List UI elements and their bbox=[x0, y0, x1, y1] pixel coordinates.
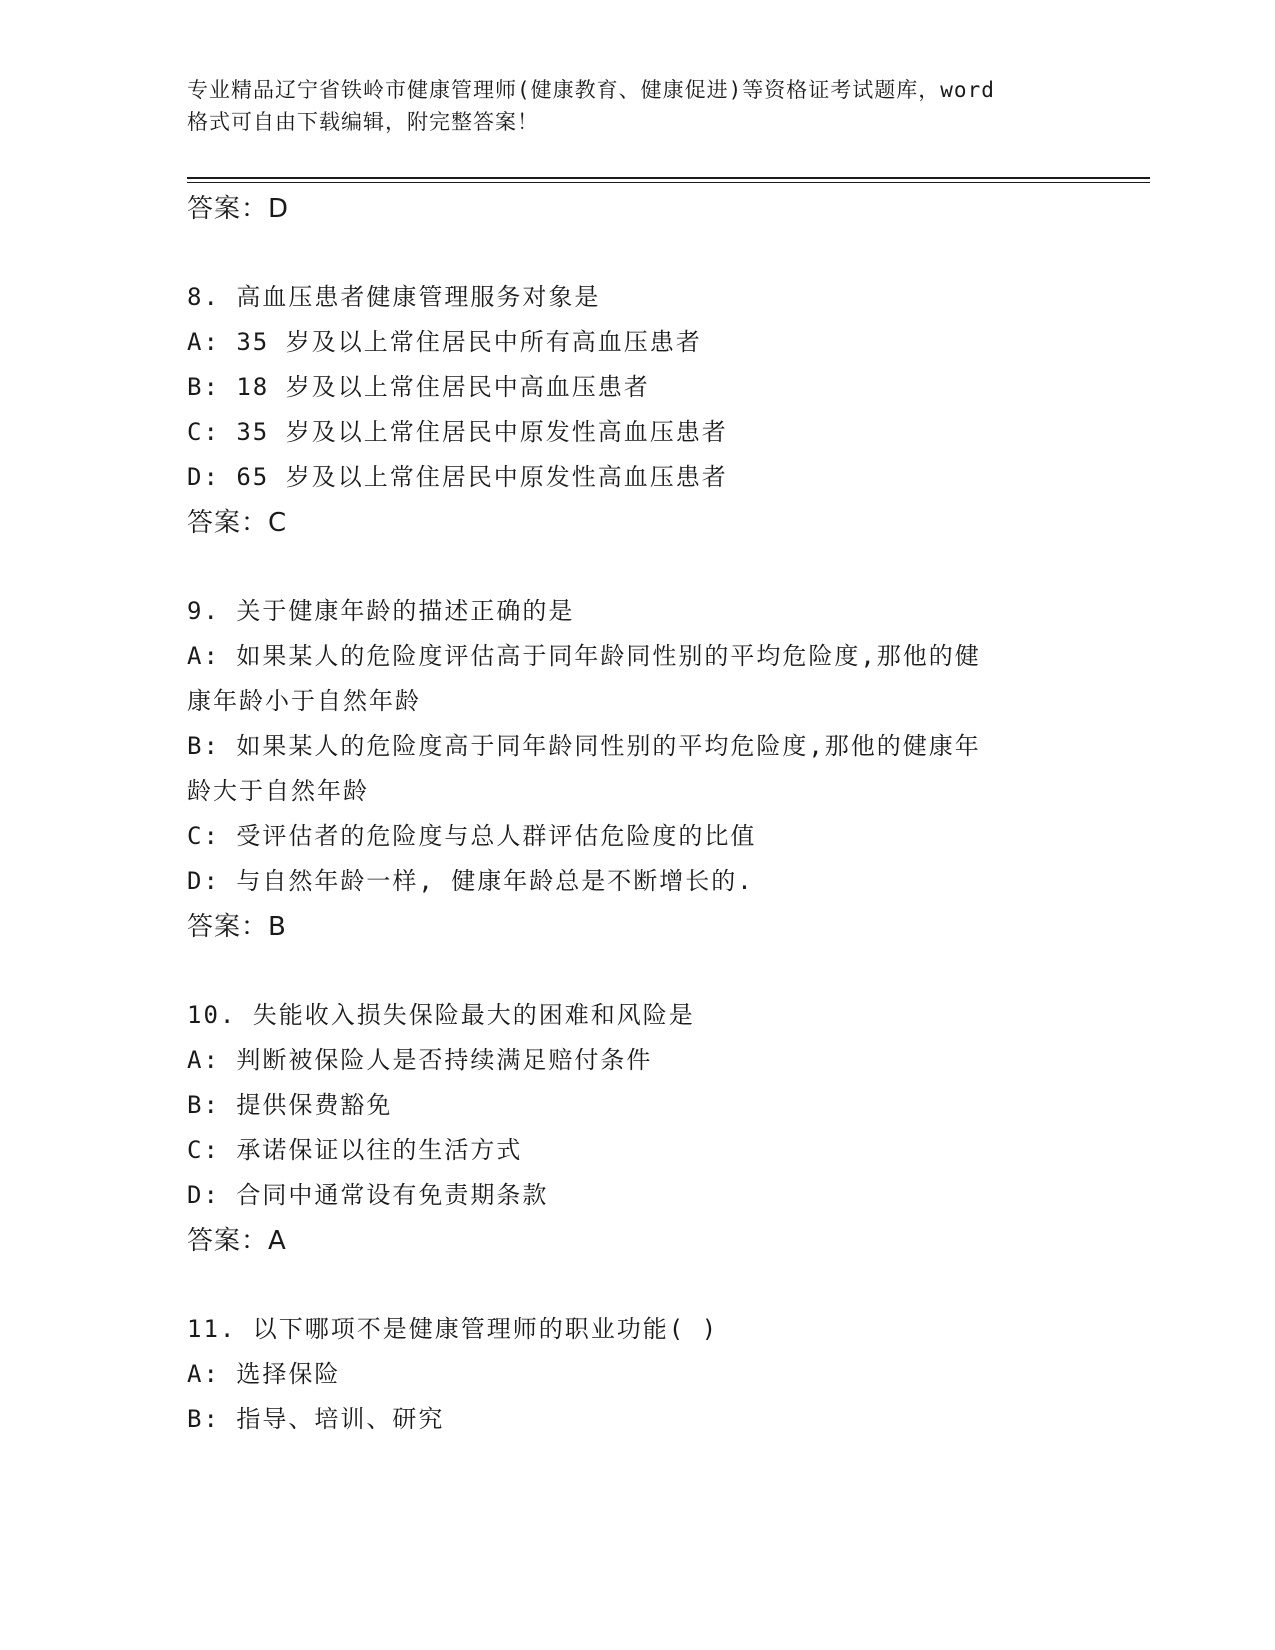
option-line: B: 提供保费豁免 bbox=[187, 1091, 393, 1119]
spacer bbox=[187, 950, 1087, 993]
option-line: A: 选择保险 bbox=[187, 1360, 341, 1388]
option-line: D: 与自然年龄一样, 健康年龄总是不断增长的. bbox=[187, 867, 754, 895]
option-line: 康年龄小于自然年龄 bbox=[187, 687, 421, 715]
question-stem: 10. 失能收入损失保险最大的困难和风险是 bbox=[187, 1001, 695, 1029]
option-line: D: 合同中通常设有免责期条款 bbox=[187, 1181, 549, 1209]
option-line: C: 受评估者的危险度与总人群评估危险度的比值 bbox=[187, 822, 757, 850]
spacer bbox=[187, 1264, 1087, 1307]
option-line: B: 18 岁及以上常住居民中高血压患者 bbox=[187, 373, 650, 401]
page-header bbox=[187, 74, 1087, 138]
question-block bbox=[187, 993, 1087, 1264]
option-line: A: 如果某人的危险度评估高于同年龄同性别的平均危险度,那他的健 bbox=[187, 642, 981, 670]
answer-label: 答案：C bbox=[187, 508, 288, 538]
option-line: D: 65 岁及以上常住居民中原发性高血压患者 bbox=[187, 463, 728, 491]
spacer bbox=[187, 546, 1087, 589]
answer-label: 答案：D bbox=[187, 194, 290, 224]
spacer bbox=[187, 232, 1087, 275]
option-line: A: 35 岁及以上常住居民中所有高血压患者 bbox=[187, 328, 702, 356]
header-divider bbox=[187, 177, 1150, 179]
question-stem: 8. 高血压患者健康管理服务对象是 bbox=[187, 283, 601, 311]
answer-label: 答案：A bbox=[187, 1226, 287, 1256]
option-line: 龄大于自然年龄 bbox=[187, 777, 369, 805]
question-block bbox=[187, 275, 1087, 546]
answer-label: 答案：B bbox=[187, 912, 287, 942]
question-block bbox=[187, 589, 1087, 950]
question-list bbox=[187, 186, 1087, 1442]
option-line: C: 35 岁及以上常住居民中原发性高血压患者 bbox=[187, 418, 728, 446]
option-line: C: 承诺保证以往的生活方式 bbox=[187, 1136, 523, 1164]
question-stem: 11. 以下哪项不是健康管理师的职业功能( ) bbox=[187, 1315, 719, 1343]
option-line: A: 判断被保险人是否持续满足赔付条件 bbox=[187, 1046, 653, 1074]
header-divider-thin bbox=[187, 182, 1150, 183]
header-line-2: 格式可自由下载编辑，附完整答案！ bbox=[187, 110, 539, 134]
question-block bbox=[187, 1307, 1087, 1442]
option-line: B: 指导、培训、研究 bbox=[187, 1405, 445, 1433]
header-line-1: 专业精品辽宁省铁岭市健康管理师(健康教育、健康促进)等资格证考试题库，word bbox=[187, 78, 995, 102]
question-stem: 9. 关于健康年龄的描述正确的是 bbox=[187, 597, 575, 625]
option-line: B: 如果某人的危险度高于同年龄同性别的平均危险度,那他的健康年 bbox=[187, 732, 981, 760]
